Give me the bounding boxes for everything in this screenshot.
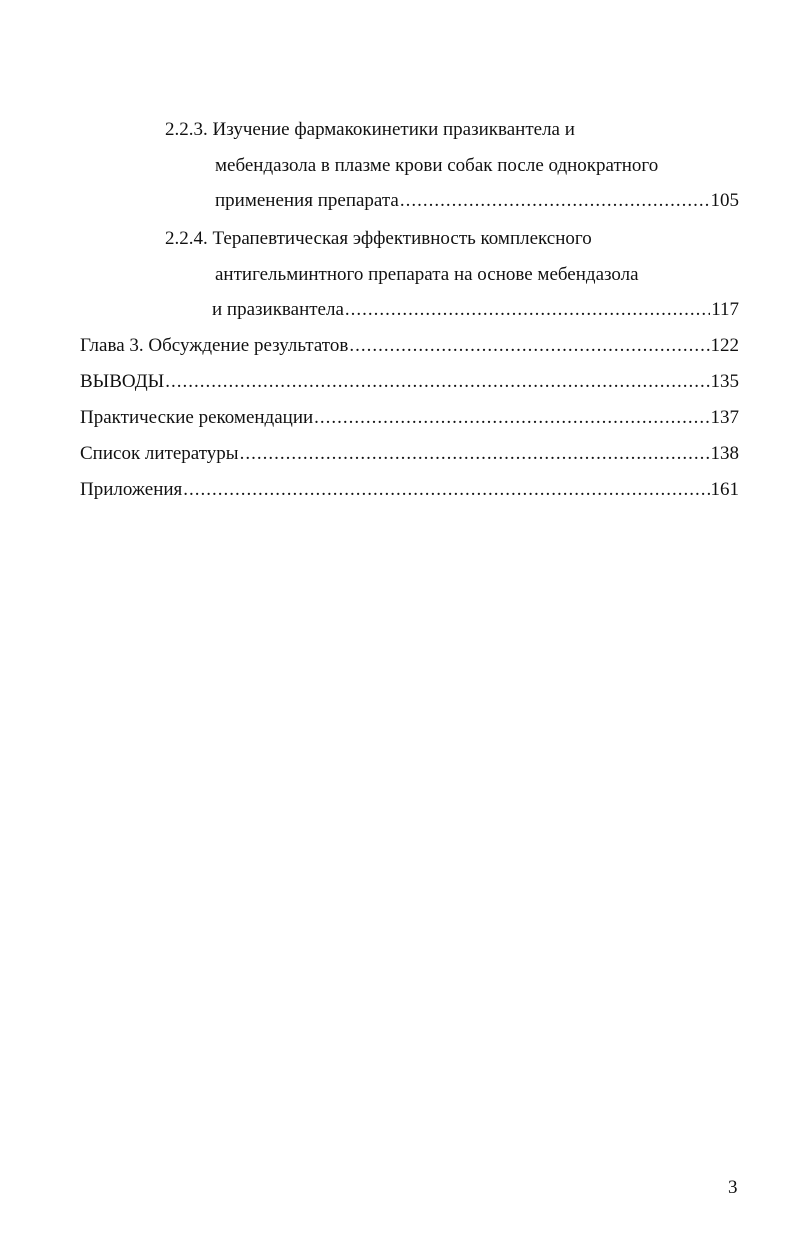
toc-entry-recommendations <box>80 405 739 431</box>
dot-leader <box>345 297 710 323</box>
toc-entry-223-line-1: 2.2.3. Изучение фармакокинетики празиквантела и <box>165 119 575 140</box>
toc-entry-224-page: 117 <box>711 299 739 320</box>
toc-entry-appendices <box>80 477 739 503</box>
toc-entry-references <box>80 441 739 467</box>
toc-entry-224-line-2: антигельминтного препарата на основе мебендазола <box>215 264 639 285</box>
toc-entry-223-line-2: мебендазола в плазме крови собак после однократного <box>215 155 659 176</box>
dot-leader <box>349 333 709 359</box>
toc-entry-recommendations-label: Практические рекомендации <box>80 407 314 428</box>
toc-entry-chapter-3-label: Глава 3. Обсуждение результатов <box>80 335 349 356</box>
toc-entry-appendices-label: Приложения <box>80 479 183 500</box>
dot-leader <box>240 441 710 467</box>
toc-entry-224-label: и празиквантела <box>212 299 344 320</box>
toc-entry-references-page: 138 <box>710 443 739 464</box>
toc-entry-223-line-3 <box>215 188 739 214</box>
dot-leader <box>183 477 709 503</box>
toc-entry-224-line-3 <box>212 297 739 323</box>
toc-entry-223-page: 105 <box>710 190 739 211</box>
toc-entry-appendices-page: 161 <box>710 479 739 500</box>
toc-entry-223-label: применения препарата <box>215 190 399 211</box>
dot-leader <box>400 188 710 214</box>
toc-entry-recommendations-page: 137 <box>710 407 739 428</box>
dot-leader <box>314 405 709 431</box>
toc-entry-224-line-1: 2.2.4. Терапевтическая эффективность комплексного <box>165 228 592 249</box>
toc-entry-chapter-3-page: 122 <box>710 335 739 356</box>
toc-entry-chapter-3 <box>80 333 739 359</box>
toc-entry-references-label: Список литературы <box>80 443 239 464</box>
toc-entry-conclusions-label: ВЫВОДЫ <box>80 371 165 392</box>
toc-entry-conclusions-page: 135 <box>710 371 739 392</box>
toc-entry-conclusions <box>80 369 739 395</box>
page-number: 3 <box>728 1177 738 1198</box>
dot-leader <box>165 369 709 395</box>
